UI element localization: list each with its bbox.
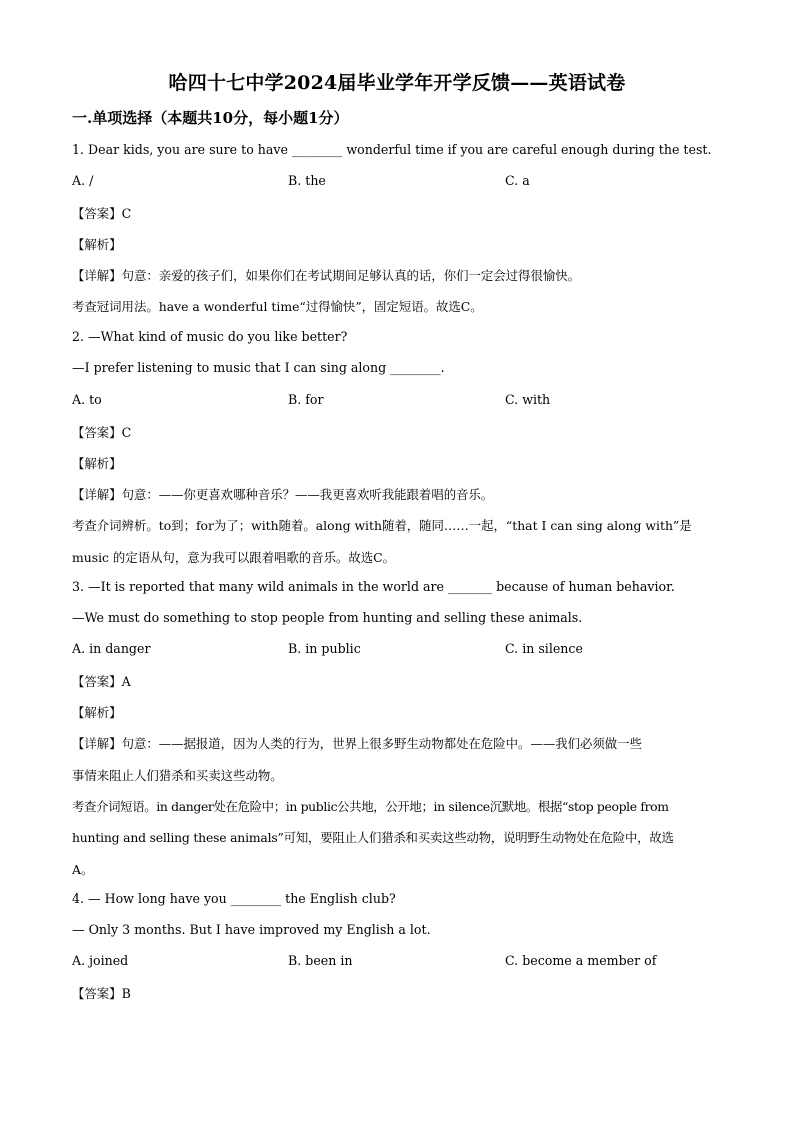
question-3-stem: 3. —It is reported that many wild animals in the world are _______ because of human behavior. xyxy=(72,579,675,594)
question-4-option-b: B. been in xyxy=(288,953,353,968)
question-1-detail xyxy=(72,266,580,284)
question-2-stem: 2. —What kind of music do you like better? xyxy=(72,329,348,344)
question-1-answer xyxy=(72,204,131,222)
question-2-explain-line-1: 考查介词辨析。to到；for为了；with随着。along with随着，随同……一起，“that I can sing along with”是 xyxy=(72,518,692,533)
question-3-option-a: A. in danger xyxy=(72,641,151,656)
question-3-answer xyxy=(72,672,131,690)
question-1-stem: 1. Dear kids, you are sure to have ________ wonderful time if you are careful enough during the test. xyxy=(72,142,712,157)
question-2-detail xyxy=(72,485,493,503)
answer-value: C xyxy=(121,206,132,221)
analysis-label: 【解析】 xyxy=(72,705,122,720)
question-4-option-c: C. become a member of xyxy=(505,953,657,968)
question-3-detail-cont: 事情来阻止人们猎杀和买卖这些动物。 xyxy=(72,768,283,783)
detail-label: 【详解】 xyxy=(72,736,122,751)
question-3-analysis xyxy=(72,703,122,721)
question-3-explain-line-2: hunting and selling these animals”可知，要阻止人们猎杀和买卖这些动物，说明野生动物处在危险中，故选 xyxy=(72,830,674,845)
section-heading: 一.单项选择（本题共10分，每小题1分） xyxy=(72,109,349,127)
question-1-option-c: C. a xyxy=(505,173,530,188)
question-2-analysis xyxy=(72,454,122,472)
question-3-option-b: B. in public xyxy=(288,641,361,656)
detail-text: 句意：——据报道，因为人类的行为，世界上很多野生动物都处在危险中。——我们必须做一些 xyxy=(121,736,642,751)
question-3-stem-reply: —We must do something to stop people from hunting and selling these animals. xyxy=(72,610,583,625)
answer-label: 【答案】 xyxy=(72,674,122,689)
detail-label: 【详解】 xyxy=(72,268,122,283)
question-2-option-b: B. for xyxy=(288,392,324,407)
question-1-option-a: A. / xyxy=(72,173,94,188)
detail-text: 句意：亲爱的孩子们，如果你们在考试期间足够认真的话，你们一定会过得很愉快。 xyxy=(121,268,581,283)
question-4-answer xyxy=(72,984,131,1002)
question-1-option-b: B. the xyxy=(288,173,326,188)
answer-label: 【答案】 xyxy=(72,425,122,440)
analysis-label: 【解析】 xyxy=(72,237,122,252)
analysis-label: 【解析】 xyxy=(72,456,122,471)
answer-value: C xyxy=(121,425,132,440)
question-2-answer xyxy=(72,423,131,441)
question-1-explain: 考查冠词用法。have a wonderful time“过得愉快”，固定短语。故选C。 xyxy=(72,299,483,314)
detail-label: 【详解】 xyxy=(72,487,122,502)
answer-value: B xyxy=(121,986,131,1001)
question-4-stem-reply: — Only 3 months. But I have improved my English a lot. xyxy=(72,922,431,937)
question-4-stem: 4. — How long have you ________ the English club? xyxy=(72,891,396,906)
answer-value: A xyxy=(121,674,131,689)
question-1-analysis xyxy=(72,235,122,253)
question-2-explain-line-2: music 的定语从句，意为我可以跟着唱歌的音乐。故选C。 xyxy=(72,550,396,565)
question-2-option-c: C. with xyxy=(505,392,551,407)
question-2-option-a: A. to xyxy=(72,392,102,407)
question-3-option-c: C. in silence xyxy=(505,641,583,656)
page-title: 哈四十七中学2024届毕业学年开学反馈——英语试卷 xyxy=(168,72,626,94)
question-2-stem-reply: —I prefer listening to music that I can sing along ________. xyxy=(72,360,445,375)
answer-label: 【答案】 xyxy=(72,206,122,221)
question-3-explain-line-3: A。 xyxy=(72,862,94,877)
question-3-detail xyxy=(72,734,642,752)
detail-text: 句意：——你更喜欢哪种音乐？——我更喜欢听我能跟着唱的音乐。 xyxy=(121,487,494,502)
answer-label: 【答案】 xyxy=(72,986,122,1001)
question-3-explain-line-1: 考查介词短语。in danger处在危险中；in public公共地，公开地；in silence沉默地。根据“stop people from xyxy=(72,799,669,814)
question-4-option-a: A. joined xyxy=(72,953,129,968)
